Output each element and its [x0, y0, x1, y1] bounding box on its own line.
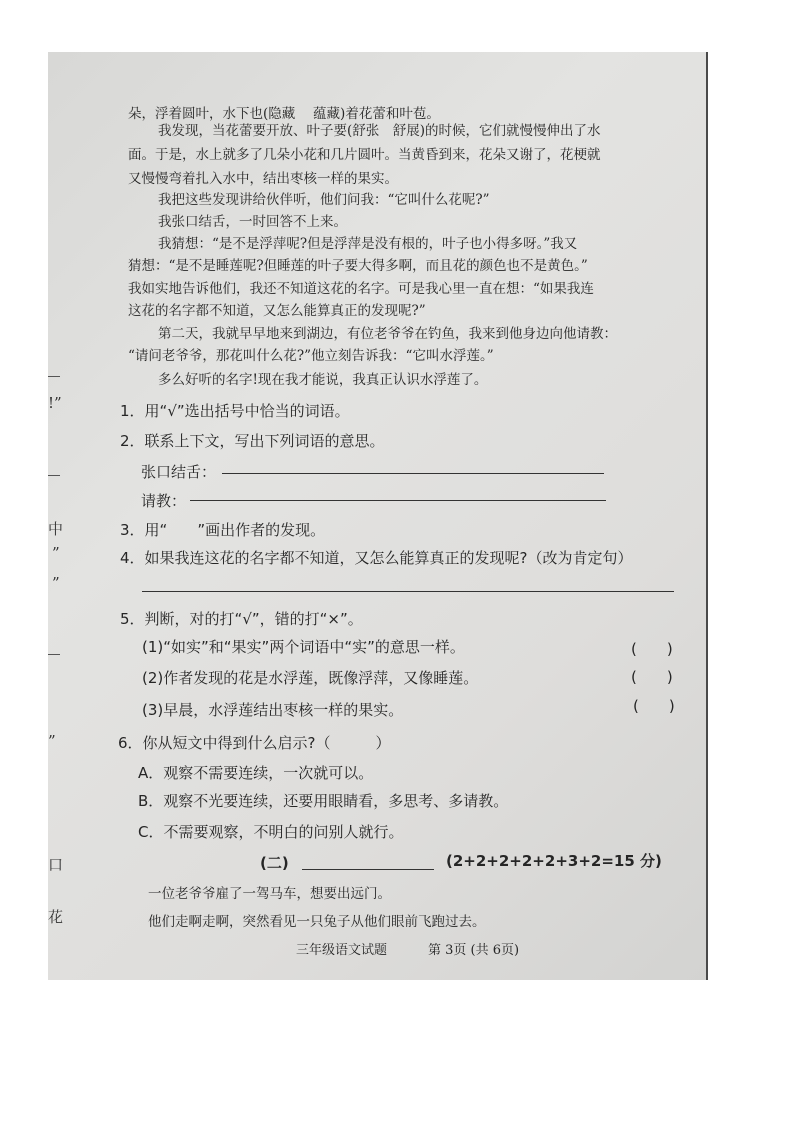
- question-5: 5．判断，对的打“√”，错的打“×”。: [120, 610, 363, 628]
- passage-line: 多么好听的名字!现在我才能说，我真正认识水浮莲了。: [158, 372, 488, 388]
- edge-fragment: 口: [48, 856, 64, 874]
- story-line: 一位老爷爷雇了一驾马车，想要出远门。: [148, 886, 391, 902]
- edge-mark: [48, 654, 60, 655]
- question-5-3: (3)早晨，水浮莲结出枣核一样的果实。: [142, 701, 404, 719]
- edge-fragment: ”: [52, 544, 60, 562]
- question-2: 2．联系上下文，写出下列词语的意思。: [120, 432, 385, 450]
- edge-fragment: !”: [48, 394, 62, 412]
- section-2-score: (2+2+2+2+2+3+2=15 分): [446, 852, 662, 870]
- passage-line: 我发现，当花蕾要开放、叶子要(舒张 舒展)的时候，它们就慢慢伸出了水: [158, 123, 601, 139]
- passage-line: 面。于是，水上就多了几朵小花和几片圆叶。当黄昏到来，花朵又谢了，花梗就: [128, 147, 601, 163]
- passage-line: 我张口结舌，一时回答不上来。: [158, 214, 347, 230]
- answer-paren-5-3[interactable]: ( ): [633, 697, 675, 715]
- passage-line: 又慢慢弯着扎入水中，结出枣核一样的果实。: [128, 171, 398, 187]
- answer-paren-5-1[interactable]: ( ): [631, 640, 673, 658]
- edge-mark: [48, 475, 60, 476]
- passage-line: 这花的名字都不知道，又怎么能算真正的发现呢?”: [128, 303, 426, 319]
- passage-line: 我把这些发现讲给伙伴听，他们问我：“它叫什么花呢?”: [158, 192, 490, 208]
- question-5-1: (1)“如实”和“果实”两个词语中“实”的意思一样。: [142, 638, 465, 656]
- edge-fragment: 中: [48, 520, 64, 538]
- answer-line-2a[interactable]: [222, 473, 604, 474]
- question-1: 1．用“√”选出括号中恰当的词语。: [120, 402, 350, 420]
- footer-page-number: 第 3页 (共 6页): [428, 943, 520, 958]
- question-4: 4．如果我连这花的名字都不知道，又怎么能算真正的发现呢?（改为肯定句）: [120, 549, 633, 567]
- answer-line-4[interactable]: [142, 591, 674, 592]
- passage-line: “请问老爷爷，那花叫什么花?”他立刻告诉我：“它叫水浮莲。”: [128, 348, 494, 364]
- question-6-option-c[interactable]: C．不需要观察，不明白的问别人就行。: [138, 823, 404, 841]
- passage-line: 第二天，我就早早地来到湖边，有位老爷爷在钓鱼，我来到他身边向他请教：: [158, 326, 617, 342]
- answer-paren-5-2[interactable]: ( ): [631, 668, 673, 686]
- edge-fragment: ”: [48, 732, 56, 750]
- question-6: 6．你从短文中得到什么启示?（ ）: [118, 734, 391, 752]
- footer-subject: 三年级语文试题: [296, 943, 388, 958]
- section-2-label: (二): [260, 854, 289, 872]
- section-2-title-line[interactable]: [302, 869, 434, 870]
- story-line: 他们走啊走啊，突然看见一只兔子从他们眼前飞跑过去。: [148, 914, 486, 930]
- question-6-option-a[interactable]: A．观察不需要连续，一次就可以。: [138, 764, 374, 782]
- scanned-page-photo: [48, 52, 708, 980]
- answer-line-2b[interactable]: [190, 500, 606, 501]
- edge-mark: [48, 376, 60, 377]
- edge-fragment: ”: [52, 574, 60, 592]
- question-2b-label: 请教：: [141, 492, 187, 510]
- passage-line: 猜想：“是不是睡莲呢?但睡莲的叶子要大得多啊，而且花的颜色也不是黄色。”: [128, 258, 588, 274]
- question-5-2: (2)作者发现的花是水浮莲，既像浮萍，又像睡莲。: [142, 669, 479, 687]
- passage-line: 朵，浮着圆叶，水下也(隐藏 蕴藏)着花蕾和叶苞。: [128, 106, 440, 122]
- passage-line: 我猜想：“是不是浮萍呢?但是浮萍是没有根的，叶子也小得多呀。”我又: [158, 236, 578, 252]
- passage-line: 我如实地告诉他们，我还不知道这花的名字。可是我心里一直在想：“如果我连: [128, 281, 594, 297]
- question-3: 3．用“ ”画出作者的发现。: [120, 521, 326, 539]
- question-2a-label: 张口结舌：: [141, 463, 217, 481]
- question-6-option-b[interactable]: B．观察不光要连续，还要用眼睛看，多思考、多请教。: [138, 792, 509, 810]
- edge-fragment: 花: [48, 908, 64, 926]
